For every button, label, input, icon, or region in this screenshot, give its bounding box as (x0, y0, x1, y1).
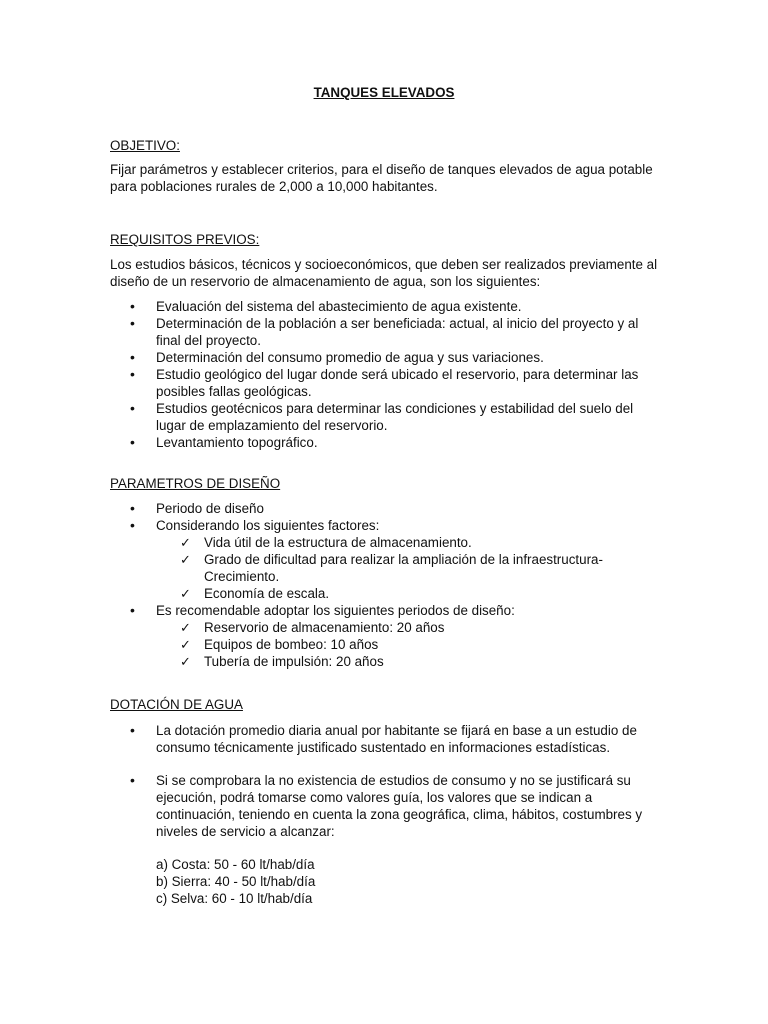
requisitos-heading: REQUISITOS PREVIOS: (110, 232, 260, 247)
dotacion-heading: DOTACIÓN DE AGUA (110, 697, 243, 712)
sublist-item (156, 653, 658, 670)
list-item (110, 434, 658, 451)
sublist-item-text: Economía de escala. (204, 586, 330, 601)
option-line: b) Sierra: 40 - 50 lt/hab/día (156, 874, 316, 889)
document-page (110, 84, 658, 907)
objetivo-heading: OBJETIVO: (110, 138, 180, 153)
parametros-list (110, 500, 658, 670)
bullet-icon: • (130, 772, 135, 788)
bullet-icon: • (130, 722, 135, 738)
document-title: TANQUES ELEVADOS (313, 85, 455, 100)
bullet-icon: • (130, 400, 135, 416)
sublist-item-text: Tubería de impulsión: 20 años (204, 654, 384, 669)
check-icon: ✓ (180, 552, 191, 567)
list-item-text: Periodo de diseño (156, 501, 264, 516)
list-item (110, 400, 658, 434)
list-item-text: Estudios geotécnicos para determinar las condiciones y estabilidad del suelo del lugar de emplazamiento del reservorio. (156, 401, 634, 433)
periods-sublist (156, 619, 658, 670)
sublist-item-text: Reservorio de almacenamiento: 20 años (204, 620, 445, 635)
bullet-icon: • (130, 500, 135, 516)
list-item (110, 500, 658, 517)
factors-sublist (156, 534, 658, 602)
parametros-heading: PARAMETROS DE DISEÑO (110, 476, 281, 491)
sublist-item (156, 619, 658, 636)
list-item (110, 366, 658, 400)
list-item-text: Levantamiento topográfico. (156, 435, 318, 450)
sublist-item (156, 585, 638, 602)
bullet-icon: • (130, 602, 135, 618)
sublist-item (156, 551, 638, 585)
sublist-item-text: Vida útil de la estructura de almacenamiento. (204, 535, 472, 550)
sublist-item-text: Equipos de bombeo: 10 años (204, 637, 379, 652)
list-item-text: Determinación de la población a ser beneficiada: actual, al inicio del proyecto y al final del proyecto. (156, 316, 639, 348)
requisitos-list (110, 298, 658, 451)
list-item (110, 772, 658, 907)
bullet-icon: • (130, 298, 135, 314)
list-item-text: La dotación promedio diaria anual por habitante se fijará en base a un estudio de consumo técnicamente justificado sustentado en informaciones estadísticas. (156, 723, 637, 755)
list-item-text: Considerando los siguientes factores: (156, 518, 380, 533)
bullet-icon: • (130, 349, 135, 365)
sublist-item (156, 636, 658, 653)
check-icon: ✓ (180, 637, 191, 652)
option-line: c) Selva: 60 - 10 lt/hab/día (156, 891, 313, 906)
list-item-text: Es recomendable adoptar los siguientes periodos de diseño: (156, 603, 515, 618)
requisitos-intro: Los estudios básicos, técnicos y socioeconómicos, que deben ser realizados previamente al diseño de un reservorio de almacenamiento de agua, son los siguientes: (110, 257, 658, 289)
dotacion-list (110, 722, 658, 907)
dotacion-options (156, 856, 658, 907)
bullet-icon: • (130, 366, 135, 382)
list-item-text: Evaluación del sistema del abastecimiento de agua existente. (156, 299, 522, 314)
list-item (110, 315, 658, 349)
check-icon: ✓ (180, 620, 191, 635)
bullet-icon: • (130, 434, 135, 450)
list-item-text: Determinación del consumo promedio de agua y sus variaciones. (156, 350, 544, 365)
list-item (110, 517, 658, 602)
list-item (110, 722, 658, 756)
bullet-icon: • (130, 517, 135, 533)
list-item-text: Estudio geológico del lugar donde será ubicado el reservorio, para determinar las posibles fallas geológicas. (156, 367, 639, 399)
check-icon: ✓ (180, 535, 191, 550)
option-line: a) Costa: 50 - 60 lt/hab/día (156, 857, 315, 872)
check-icon: ✓ (180, 654, 191, 669)
list-item (110, 298, 658, 315)
list-item (110, 602, 658, 670)
list-item (110, 349, 658, 366)
objetivo-text: Fijar parámetros y establecer criterios, para el diseño de tanques elevados de agua potable para poblaciones rurales de 2,000 a 10,000 habitantes. (110, 162, 653, 194)
sublist-item (156, 534, 638, 551)
bullet-icon: • (130, 315, 135, 331)
sublist-item-text: Grado de dificultad para realizar la ampliación de la infraestructura-Crecimiento. (204, 552, 603, 584)
list-item-text: Si se comprobara la no existencia de estudios de consumo y no se justificará su ejecución, podrá tomarse como valores guía, los valores que se indican a continuación, teniendo en cuenta la zona geográfica, clima, hábitos, costumbres y niveles de servicio a alcanzar: (156, 773, 643, 839)
check-icon: ✓ (180, 586, 191, 601)
